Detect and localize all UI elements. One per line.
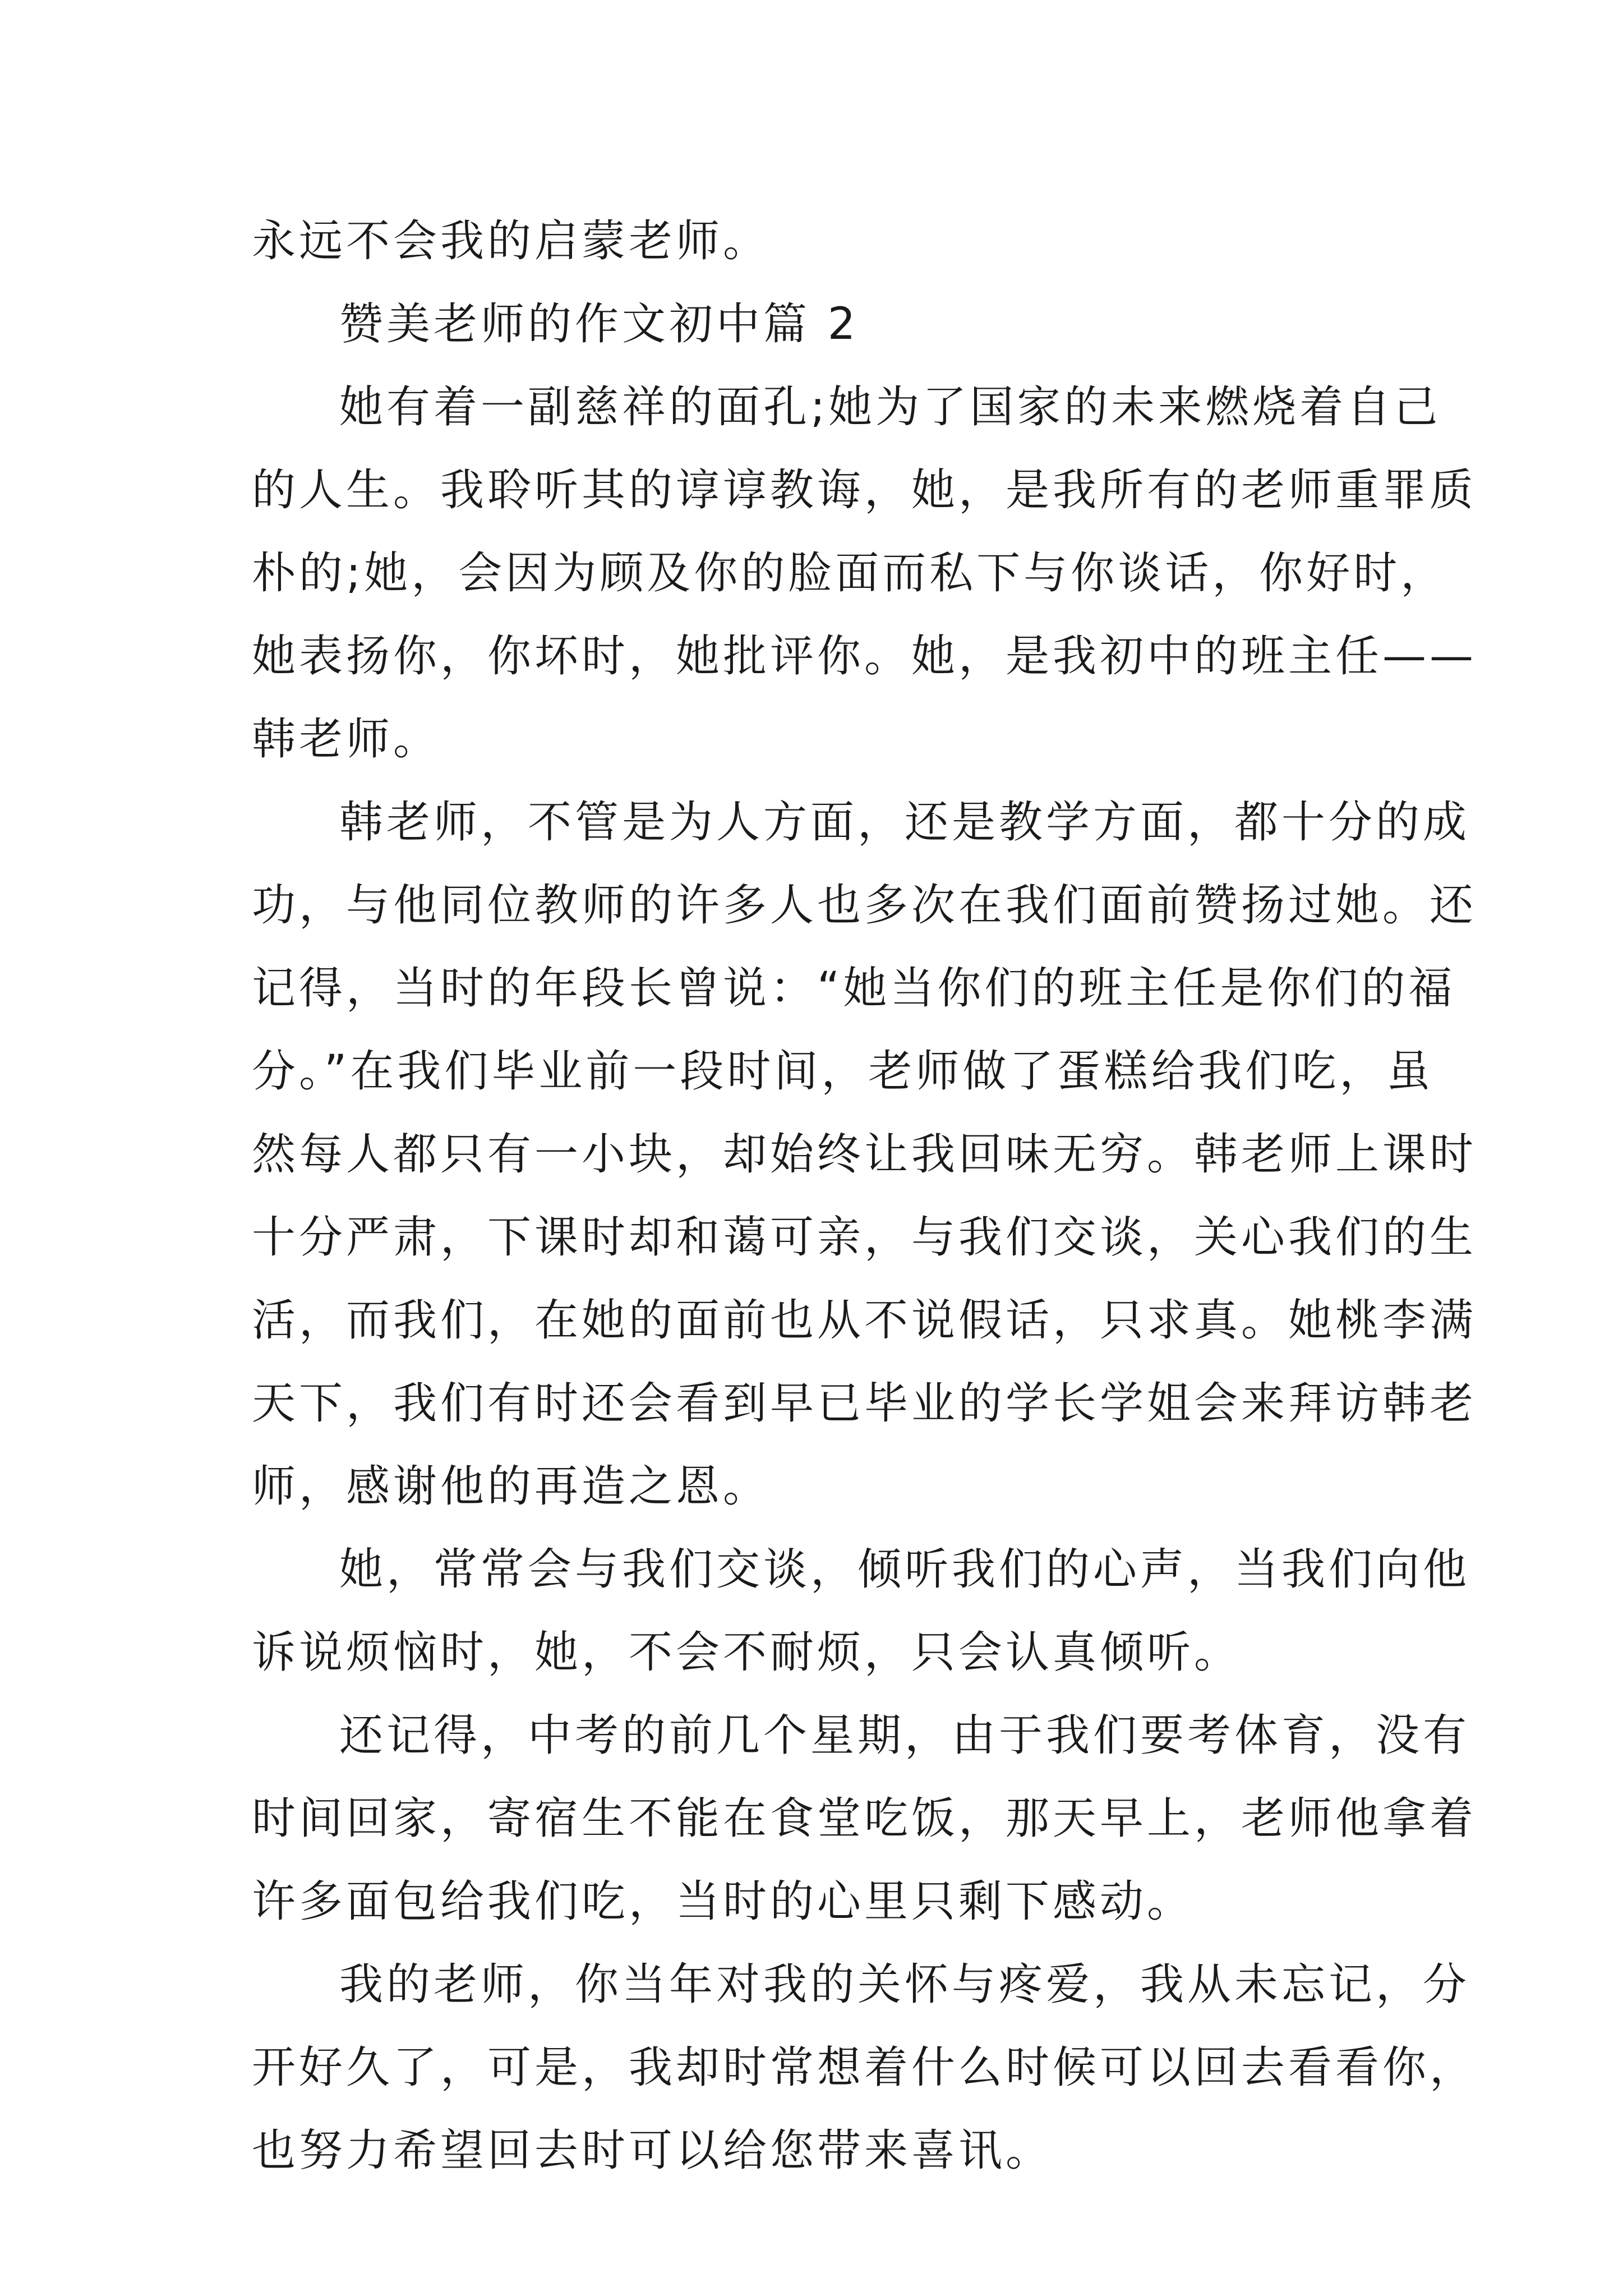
text-line: 然每人都只有一小块，却始终让我回味无穷。韩老师上课时 <box>252 1129 1477 1180</box>
text-line: 天下，我们有时还会看到早已毕业的学长学姐会来拜访韩老 <box>252 1378 1477 1429</box>
text-line: 活，而我们，在她的面前也从不说假话，只求真。她桃李满 <box>252 1295 1477 1346</box>
text-line: 诉说烦恼时，她，不会不耐烦，只会认真倾听。 <box>252 1627 1242 1678</box>
text-line: 我的老师，你当年对我的关怀与疼爱，我从未忘记，分 <box>339 1959 1470 2010</box>
text-line: 时间回家，寄宿生不能在食堂吃饭，那天早上，老师他拿着 <box>252 1793 1477 1844</box>
text-line: 开好久了，可是，我却时常想着什么时候可以回去看看你， <box>252 2042 1477 2093</box>
text-line: 许多面包给我们吃，当时的心里只剩下感动。 <box>252 1876 1195 1927</box>
text-line: 韩老师，不管是为人方面，还是教学方面，都十分的成 <box>339 797 1470 848</box>
text-line: 记得，当时的年段长曾说：“她当你们的班主任是你们的福 <box>252 963 1456 1014</box>
essay-body <box>252 200 1477 2192</box>
text-line: 赞美老师的作文初中篇 2 <box>339 299 859 349</box>
text-line: 永远不会我的启蒙老师。 <box>252 216 771 266</box>
text-line: 韩老师。 <box>252 714 441 765</box>
text-line: 师，感谢他的再造之恩。 <box>252 1461 771 1512</box>
text-line: 朴的;她，会因为顾及你的脸面而私下与你谈话，你好时， <box>252 548 1448 599</box>
text-line: 她，常常会与我们交谈，倾听我们的心声，当我们向他 <box>339 1544 1470 1595</box>
text-line: 的人生。我聆听其的谆谆教诲，她，是我所有的老师重罪质 <box>252 465 1477 516</box>
text-line: 也努力希望回去时可以给您带来喜讯。 <box>252 2125 1053 2176</box>
text-line: 还记得，中考的前几个星期，由于我们要考体育，没有 <box>339 1710 1470 1761</box>
text-line: 她有着一副慈祥的面孔;她为了国家的未来燃烧着自己 <box>339 382 1441 432</box>
text-line: 功，与他同位教师的许多人也多次在我们面前赞扬过她。还 <box>252 880 1477 931</box>
text-line: 她表扬你，你坏时，她批评你。她，是我初中的班主任—— <box>252 631 1477 682</box>
text-line: 十分严肃，下课时却和蔼可亲，与我们交谈，关心我们的生 <box>252 1212 1477 1263</box>
text-line: 分。”在我们毕业前一段时间，老师做了蛋糕给我们吃，虽 <box>252 1046 1434 1097</box>
